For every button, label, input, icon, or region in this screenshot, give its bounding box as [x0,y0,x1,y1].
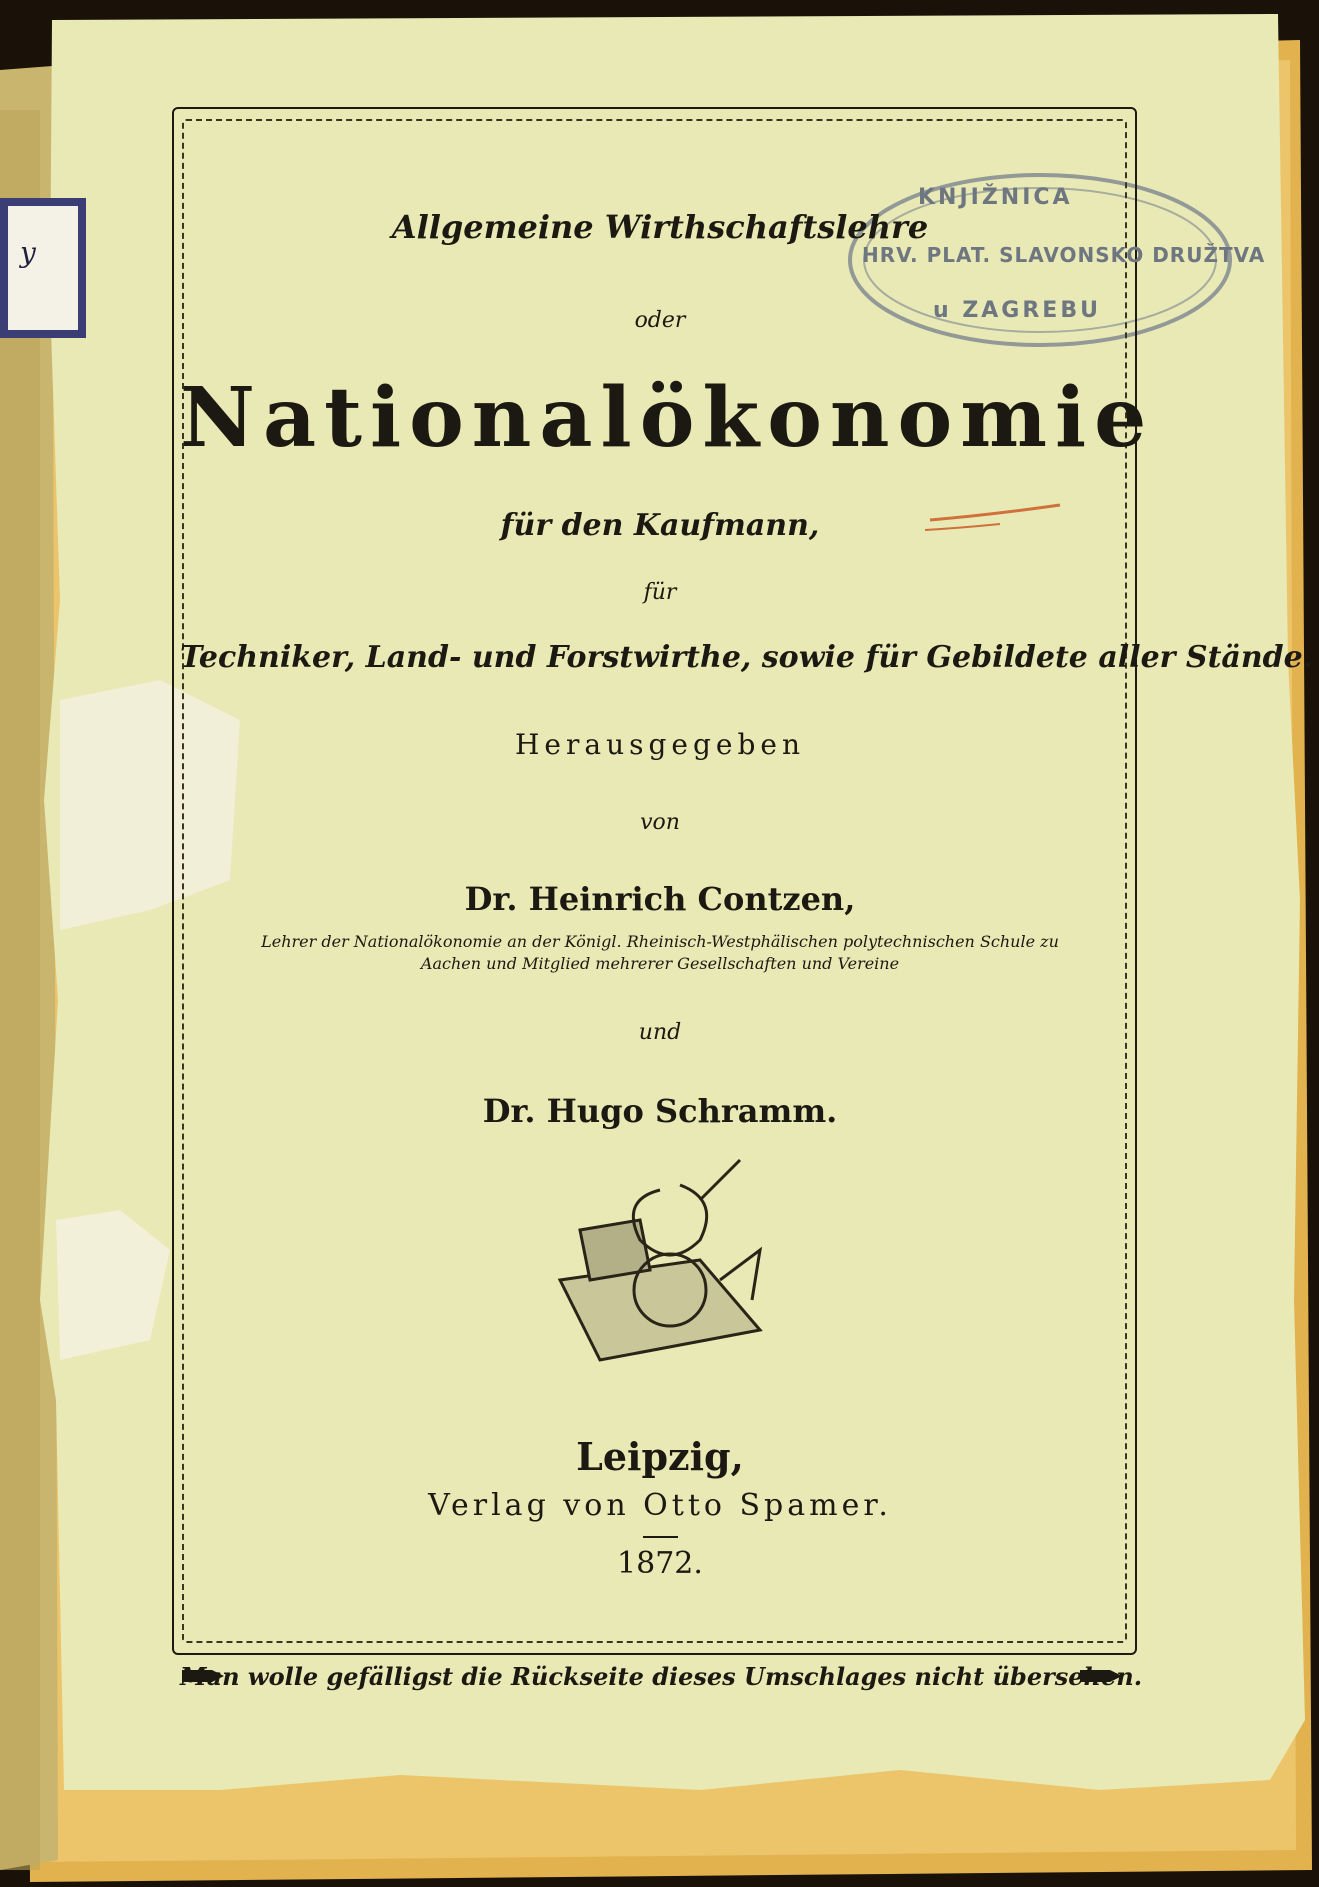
conjunction-oder: oder [634,308,686,333]
conjunction-und: und [638,1020,682,1045]
audience-line: Techniker, Land- und Forstwirthe, sowie für Gebildete aller Stände. [180,640,1314,675]
author-contzen: Dr. Heinrich Contzen, [464,880,856,918]
author-contzen-description-line1: Lehrer der Nationalökonomie an der Königl. Rheinisch-Westphälischen polytechnischen Schule zu [261,932,1059,951]
main-title: Nationalökonomie [180,370,1155,466]
preposition-von: von [640,810,680,835]
publisher-line: Verlag von Otto Spamer. [428,1488,892,1523]
herausgegeben: Herausgegeben [515,728,805,761]
library-stamp-line3: u ZAGREBU [933,298,1101,323]
preposition-fuer: für [643,580,677,605]
spine-label-text: y [20,236,36,269]
library-stamp-line1: KNJIŽNICA [918,185,1073,210]
library-stamp-line2: HRV. PLAT. SLAVONSKO DRUŽTVA [862,243,1266,267]
subtitle-allgemeine-wirthschaftslehre: Allgemeine Wirthschaftslehre [391,208,929,246]
author-contzen-description-line2: Aachen und Mitglied mehrerer Gesellschaften und Vereine [420,954,900,973]
publication-city: Leipzig, [576,1434,744,1479]
publication-year: 1872. [617,1546,703,1581]
footer-note: Man wolle gefälligst die Rückseite dieses Umschlages nicht übersehen. [180,1662,1143,1691]
author-schramm: Dr. Hugo Schramm. [482,1092,838,1130]
audience-kaufmann: für den Kaufmann, [500,508,820,543]
